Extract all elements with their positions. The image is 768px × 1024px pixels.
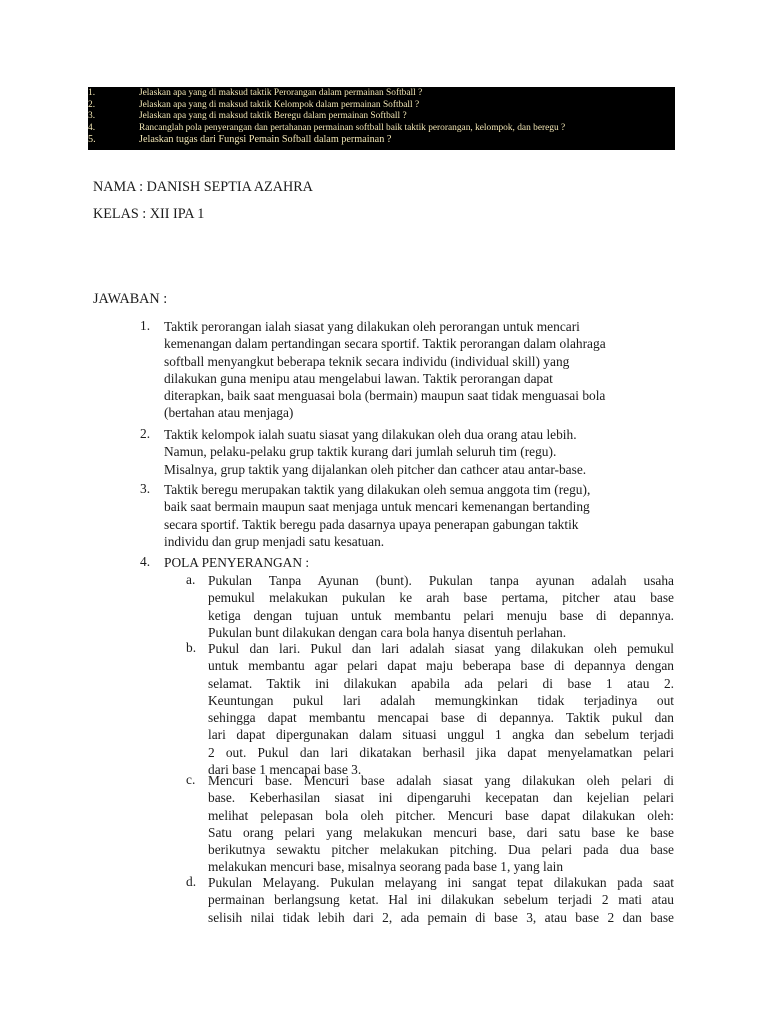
sub-item-line: 2 out. Pukul dan lari dikatakan berhasil jika dapat menyelamatkan pelari (208, 744, 674, 760)
answer-line: secara sportif. Taktik beregu pada dasarnya upaya penerapan gabungan taktik (164, 516, 579, 532)
question-number: 3. (88, 111, 96, 122)
answer-heading: JAWABAN : (93, 291, 168, 307)
answer-line: kemenangan dalam pertandingan secara sportif. Taktik perorangan dalam olahraga (164, 336, 606, 352)
sub-item-letter: d. (186, 874, 197, 889)
question-row (88, 100, 675, 112)
sub-item-line: Pukulan Tanpa Ayunan (bunt). Pukulan tanpa ayunan adalah usaha (208, 573, 674, 588)
answer-line: softball menyangkut beberapa teknik secara individu (individual skill) yang (164, 353, 570, 369)
sub-item-line: permainan berlangsung ketat. Hal ini dilakukan sebelum terjadi 2 mati atau (208, 892, 674, 908)
question-text: Jelaskan apa yang di maksud taktik Beregu dalam permainan Softball ? (139, 111, 407, 122)
sub-item-line: Pukul dan lari. Pukul dan lari adalah siasat yang dilakukan oleh pemukul (208, 641, 674, 656)
sub-item-letter: a. (186, 572, 196, 587)
sub-item-line: melakukan mencuri base, misalnya seorang pada base 1, yang lain (208, 859, 564, 875)
answer-line: individu dan grup menjadi satu kesatuan. (164, 533, 385, 549)
answer-line: dilakukan guna menipu atau mengelabui lawan. Taktik perorangan dapat (164, 370, 553, 386)
question-box (88, 87, 675, 150)
question-number: 4. (88, 122, 96, 133)
sub-item-line: berikutnya sewaktu pitcher melakukan pitching. Dua pelari pada dua base (208, 842, 674, 858)
question-text: Jelaskan apa yang di maksud taktik Kelompok dalam permainan Softball ? (139, 99, 420, 110)
sub-item (208, 874, 674, 926)
sub-item-line: ketiga dengan tujuan untuk membantu pelari menuju base di depannya. (208, 607, 674, 623)
student-class: KELAS : XII IPA 1 (93, 206, 205, 222)
answer-line: Taktik kelompok ialah suatu siasat yang dilakukan oleh dua orang atau lebih. (164, 427, 577, 442)
answer-item (164, 318, 606, 422)
answer-number: 3. (140, 481, 151, 496)
question-row (88, 134, 675, 146)
sub-item-line: sehingga dapat membantu mencapai base di depannya. Taktik pukul dan (208, 710, 674, 726)
question-text: Jelaskan tugas dari Fungsi Pemain Sofball dalam permainan ? (139, 134, 392, 146)
sub-item-line: Pukulan Melayang. Pukulan melayang ini sangat tepat dilakukan pada saat (208, 875, 674, 890)
sub-item-line: Keuntungan pukul lari adalah memungkinkan tidak terjadinya out (208, 692, 674, 708)
answer-number: 2. (140, 426, 151, 441)
sub-item-line: lari dapat dipergunakan dalam situasi unggul 1 angka dan sebelum terjadi (208, 727, 674, 743)
sub-item-letter: b. (186, 640, 197, 655)
answer-line: baik saat bermain maupun saat menjaga untuk mencari kemenangan bertanding (164, 499, 590, 515)
sub-item (208, 772, 674, 876)
question-number: 2. (88, 99, 96, 110)
answer-item (164, 426, 586, 478)
answer-item (164, 481, 590, 550)
student-name: NAMA : DANISH SEPTIA AZAHRA (93, 179, 313, 195)
question-row (88, 123, 675, 135)
sub-item-line: Mencuri base. Mencuri base adalah siasat yang dilakukan oleh pelari di (208, 773, 674, 788)
sub-item-line: untuk membantu agar pelari dapat maju beberapa base di depannya dengan (208, 658, 674, 674)
question-row (88, 88, 675, 100)
question-text: Jelaskan apa yang di maksud taktik Perorangan dalam permainan Softball ? (139, 88, 423, 98)
answer-number: 4. (140, 554, 151, 569)
answer-line: POLA PENYERANGAN : (164, 555, 310, 570)
answer-line: Taktik beregu merupakan taktik yang dilakukan oleh semua anggota tim (regu), (164, 482, 591, 497)
sub-item-line: base. Keberhasilan siasat ini dipengaruhi kecepatan dan kejelian pelari (208, 790, 674, 806)
sub-item-line: Satu orang pelari yang melakukan mencuri base, dari satu base ke base (208, 824, 674, 840)
answer-number: 1. (140, 318, 151, 333)
answer-line: (bertahan atau menjaga) (164, 405, 294, 421)
answer-line: Misalnya, grup taktik yang dijalankan oleh pitcher dan cathcer atau antar-base. (164, 461, 587, 477)
sub-item-line: pemukul melakukan pukulan ke arah base pertama, pitcher atau base (208, 590, 674, 606)
answer-item (164, 554, 309, 571)
question-number: 1. (88, 88, 96, 98)
sub-item-line: selamat. Taktik ini dilakukan apabila ada pelari di base 1 atau 2. (208, 675, 674, 691)
question-text: Rancanglah pola penyerangan dan pertahanan permainan softball baik taktik perorangan, kelompok, dan beregu ? (139, 122, 566, 133)
question-row (88, 111, 675, 123)
answer-line: Namun, pelaku-pelaku grup taktik kurang dari jumlah seluruh tim (regu). (164, 444, 557, 460)
answer-line: Taktik perorangan ialah siasat yang dilakukan oleh perorangan untuk mencari (164, 319, 580, 334)
sub-item-line: selisih nilai tidak lebih dari 2, ada pemain di base 3, atau base 2 dan base (208, 909, 674, 925)
sub-item-line: Pukulan bunt dilakukan dengan cara bola hanya disentuh perlahan. (208, 624, 567, 640)
answer-line: diterapkan, baik saat menguasai bola (bermain) maupun saat tidak menguasai bola (164, 388, 606, 404)
sub-item-letter: c. (186, 772, 196, 787)
sub-item (208, 572, 674, 641)
sub-item (208, 640, 674, 778)
sub-item-line: melihat pelepasan bola oleh pitcher. Mencuri base dapat dilakukan oleh: (208, 807, 674, 823)
question-number: 5. (88, 134, 96, 146)
sub-item-line: dari base 1 mencapai base 3. (208, 762, 362, 778)
